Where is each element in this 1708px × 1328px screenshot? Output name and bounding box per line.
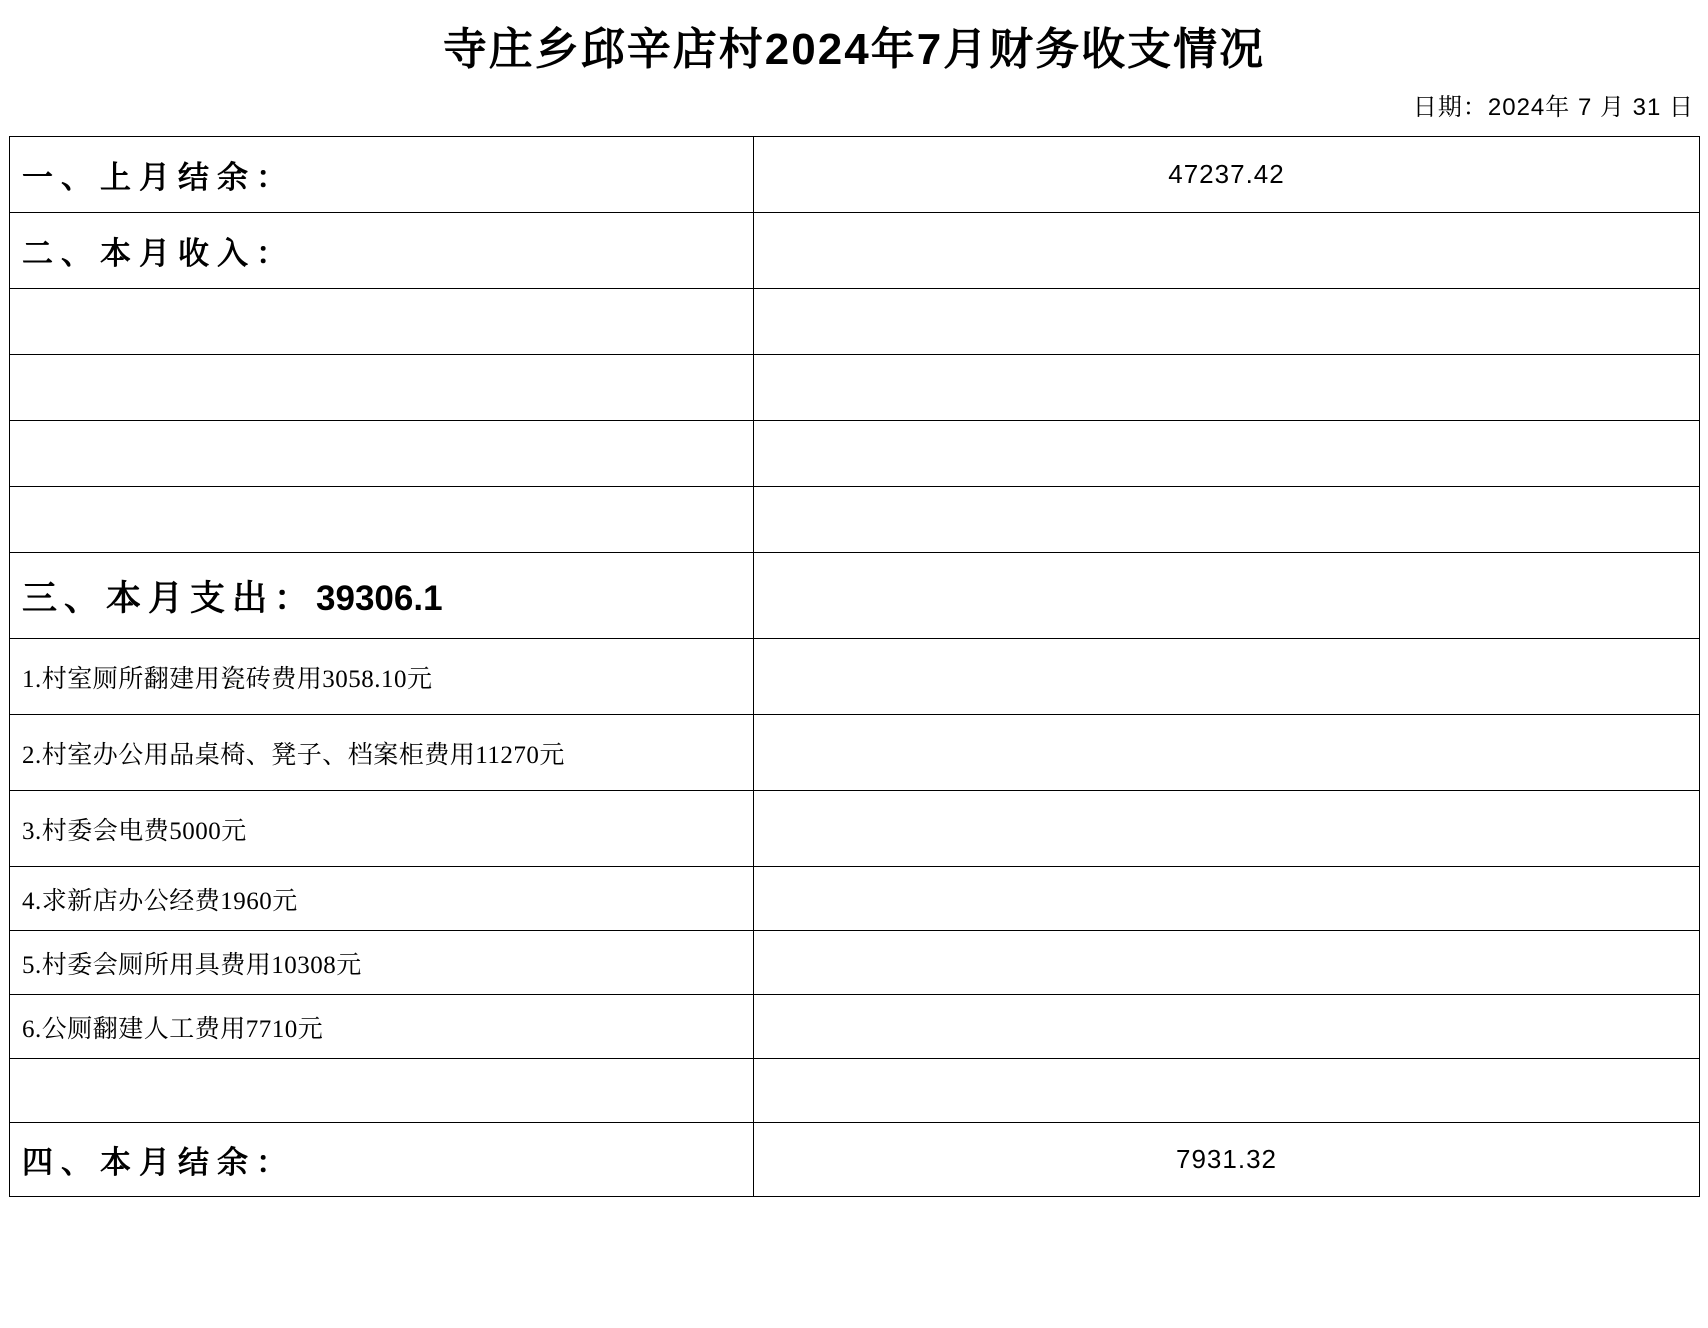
table-row xyxy=(10,995,1700,1059)
table-row xyxy=(10,867,1700,931)
expense-total-cell xyxy=(10,553,754,639)
table-row-prev-balance xyxy=(10,137,1700,213)
blank-left-cell xyxy=(10,355,754,421)
table-row-final-balance xyxy=(10,1123,1700,1197)
expense-total-right-cell xyxy=(754,553,1700,639)
prev-balance-value: 47237.42 xyxy=(754,137,1700,213)
page-title: 寺庄乡邱辛店村2024年7月财务收支情况 xyxy=(442,25,1266,74)
expense-item-label: 3.村委会电费5000元 xyxy=(10,791,754,867)
blank-right-cell xyxy=(754,487,1700,553)
table-row xyxy=(10,639,1700,715)
blank-left-cell xyxy=(10,289,754,355)
expense-item-value xyxy=(754,931,1700,995)
table-row-blank xyxy=(10,355,1700,421)
table-row-income xyxy=(10,213,1700,289)
prev-balance-label: 一、上月结余： xyxy=(10,137,754,213)
table-row xyxy=(10,931,1700,995)
table-row-blank xyxy=(10,487,1700,553)
expense-item-value xyxy=(754,995,1700,1059)
blank-right-cell xyxy=(754,289,1700,355)
expense-item-label: 6.公厕翻建人工费用7710元 xyxy=(10,995,754,1059)
table-row-blank xyxy=(10,289,1700,355)
table-row-blank xyxy=(10,421,1700,487)
expense-item-label: 1.村室厕所翻建用瓷砖费用3058.10元 xyxy=(10,639,754,715)
table-row xyxy=(10,1059,1700,1123)
expense-item-value xyxy=(754,867,1700,931)
expense-label: 三、本月支出： xyxy=(22,578,317,618)
expense-item-label: 5.村委会厕所用具费用10308元 xyxy=(10,931,754,995)
table-row xyxy=(10,715,1700,791)
finance-table xyxy=(9,136,1700,1197)
table-row-expense-total xyxy=(10,553,1700,639)
report-date: 日期：2024年 7 月 31 日 xyxy=(1412,94,1694,121)
expense-item-label xyxy=(10,1059,754,1123)
blank-left-cell xyxy=(10,421,754,487)
blank-right-cell xyxy=(754,355,1700,421)
income-value xyxy=(754,213,1700,289)
blank-right-cell xyxy=(754,421,1700,487)
expense-item-label: 2.村室办公用品桌椅、凳子、档案柜费用11270元 xyxy=(10,715,754,791)
expense-item-value xyxy=(754,715,1700,791)
income-label: 二、本月收入： xyxy=(10,213,754,289)
expense-total-value: 39306.1 xyxy=(316,578,443,618)
expense-item-value xyxy=(754,639,1700,715)
blank-left-cell xyxy=(10,487,754,553)
final-balance-label: 四、本月结余： xyxy=(10,1123,754,1197)
table-row xyxy=(10,791,1700,867)
expense-item-label: 4.求新店办公经费1960元 xyxy=(10,867,754,931)
expense-item-value xyxy=(754,791,1700,867)
final-balance-value: 7931.32 xyxy=(754,1123,1700,1197)
expense-item-value xyxy=(754,1059,1700,1123)
